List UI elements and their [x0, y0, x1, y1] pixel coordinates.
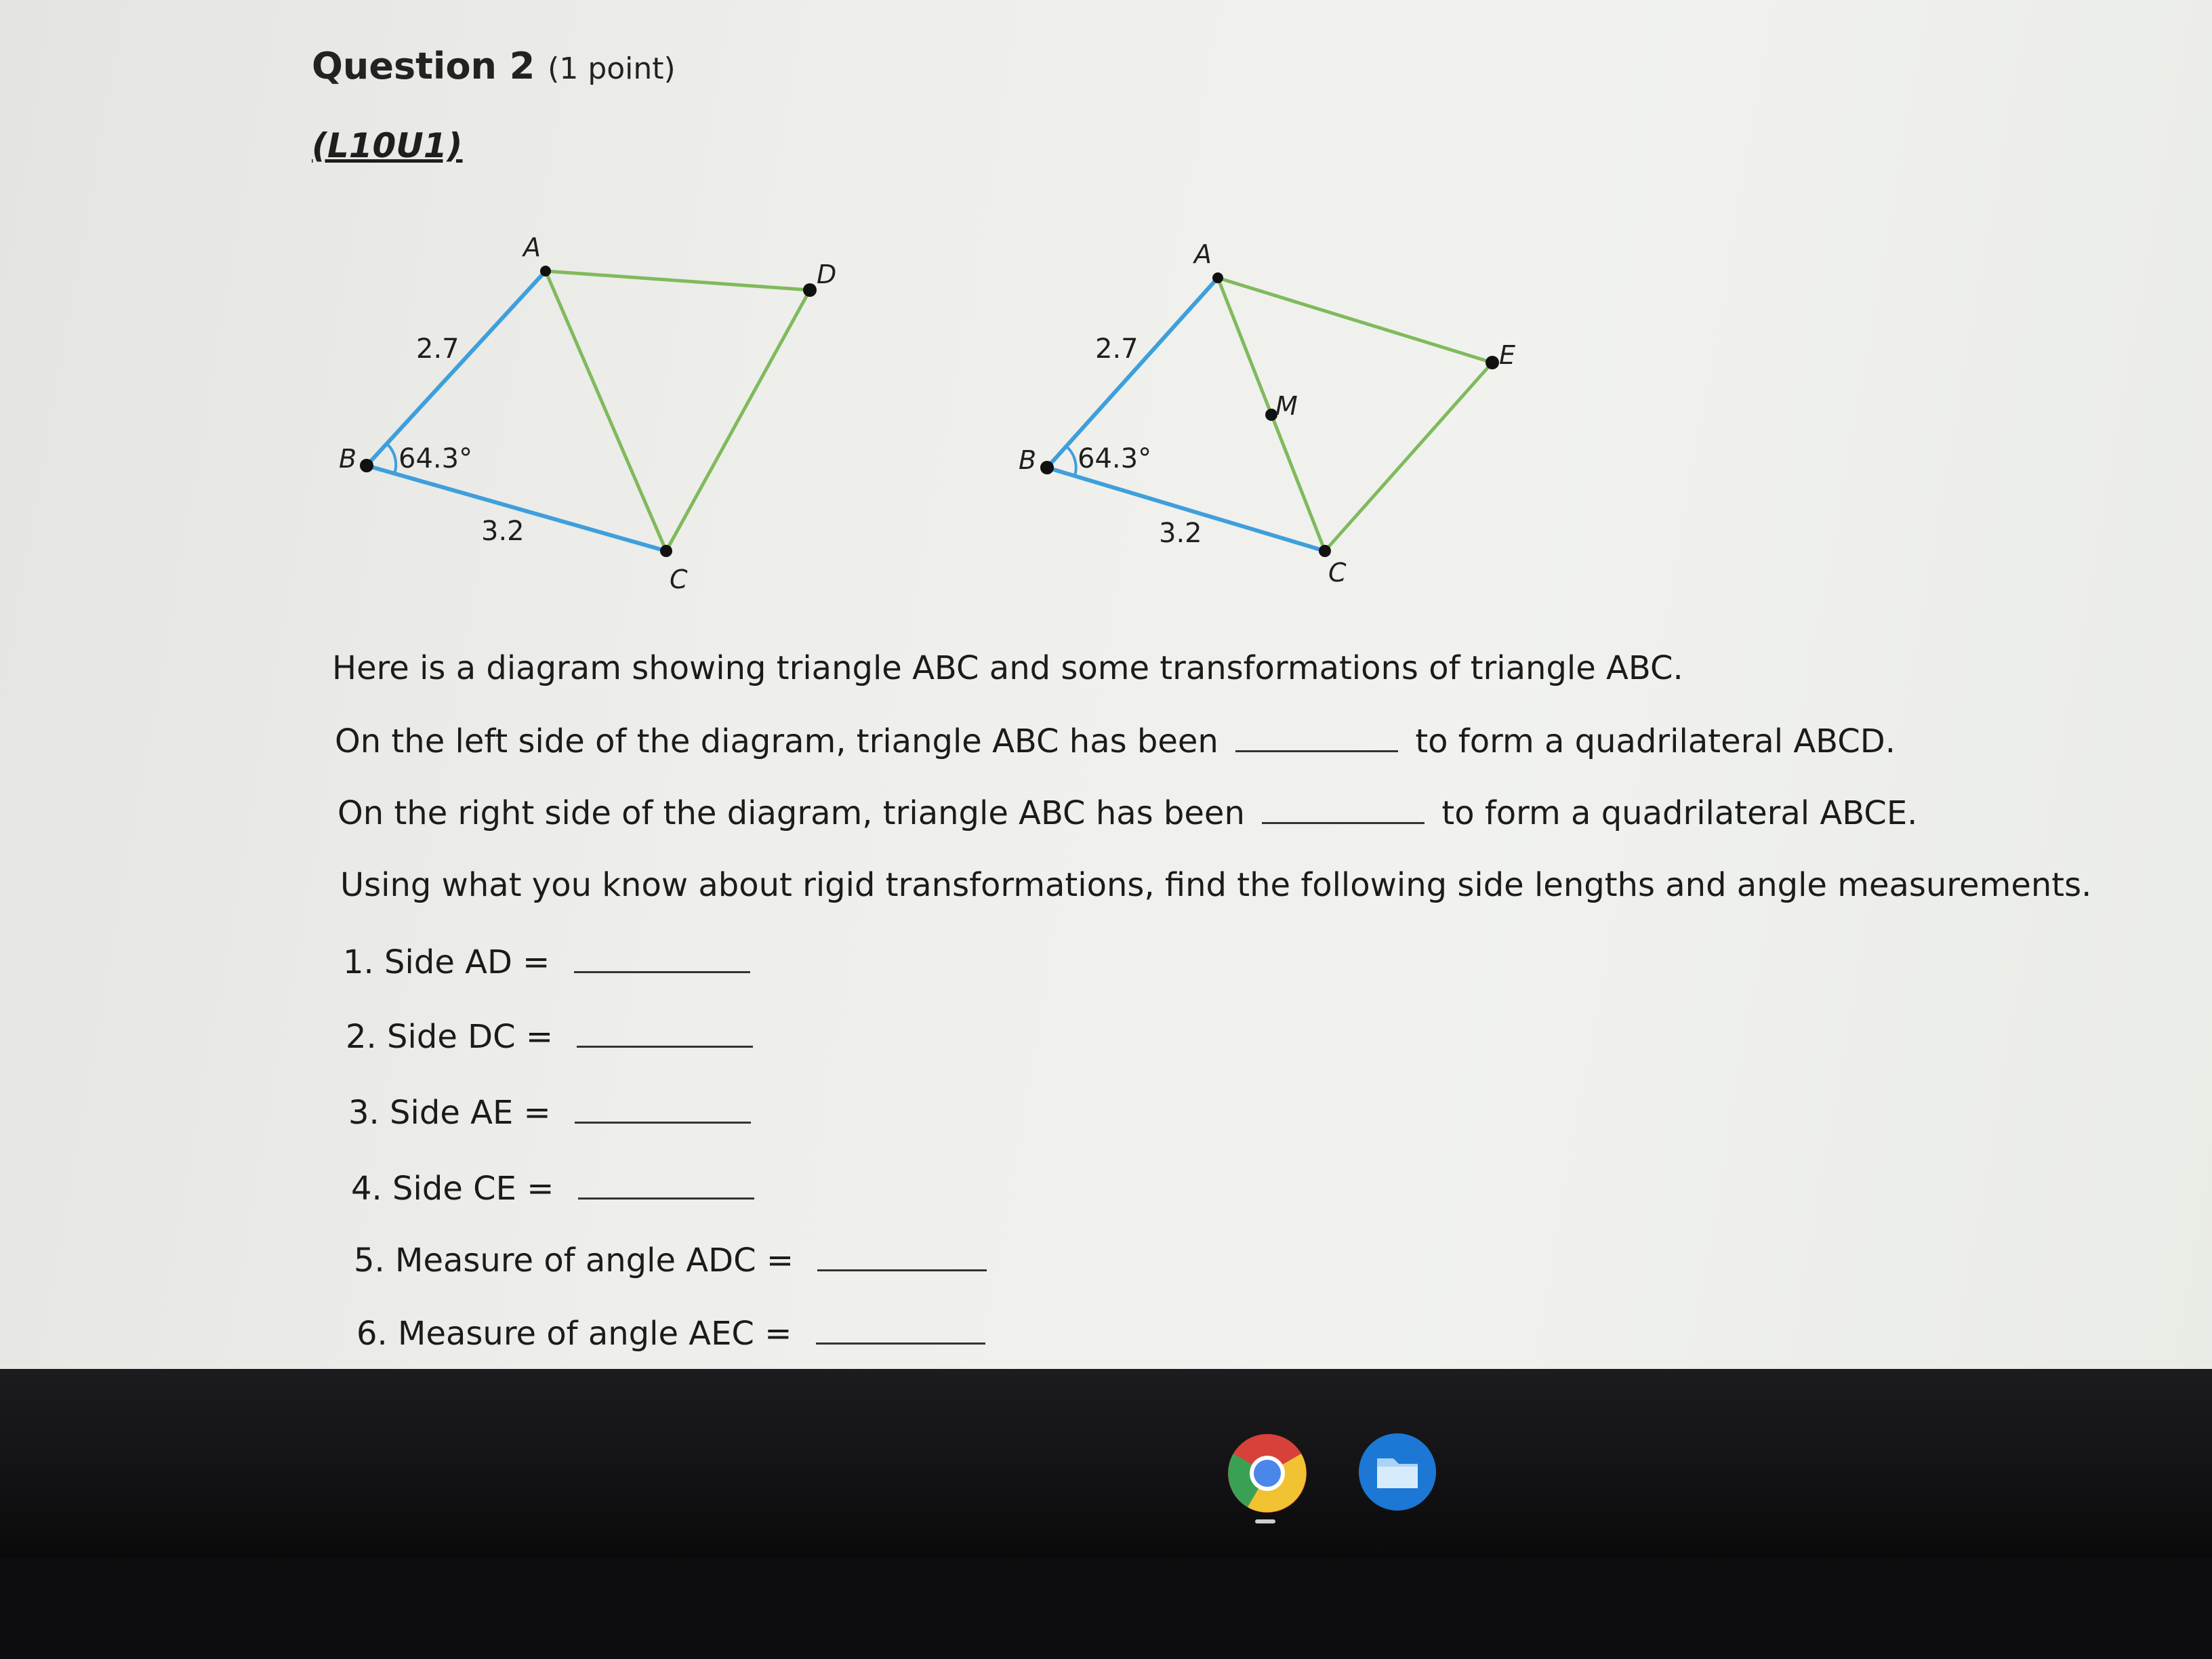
right-point-b	[1040, 461, 1054, 474]
item-angle-adc	[354, 1240, 987, 1279]
right-edge-ab	[1047, 278, 1218, 468]
left-edge-ab	[367, 271, 546, 466]
left-angle-arc-icon	[387, 444, 396, 474]
item-side-ad-label: 1. Side AD =	[343, 943, 550, 982]
right-point-e	[1486, 356, 1499, 369]
chrome-icon[interactable]	[1225, 1431, 1309, 1515]
answer-blank-side-dc[interactable]	[577, 1017, 753, 1048]
item-angle-aec	[356, 1313, 985, 1353]
left-point-a	[540, 266, 551, 276]
item-side-ae-label: 3. Side AE =	[348, 1094, 551, 1132]
item-side-ce	[351, 1168, 754, 1208]
left-side-ab-length: 2.7	[416, 333, 459, 365]
left-side-bc-length: 3.2	[481, 516, 525, 547]
answer-blank-angle-aec[interactable]	[816, 1313, 985, 1345]
instructions-text: Using what you know about rigid transformations, find the following side lengths and angle measurements.	[340, 866, 2092, 904]
answer-blank-angle-adc[interactable]	[817, 1240, 987, 1271]
left-edge-ac	[546, 271, 666, 551]
right-side-ab-length: 2.7	[1095, 333, 1139, 365]
item-side-dc-label: 2. Side DC =	[346, 1018, 554, 1057]
left-side-text-post: to form a quadrilateral ABCD.	[1415, 722, 1896, 761]
item-angle-aec-label: 6. Measure of angle AEC =	[356, 1315, 792, 1353]
right-label-a: A	[1194, 239, 1212, 269]
left-side-text-pre: On the left side of the diagram, triangle ABC has been	[335, 722, 1218, 761]
question-number: Question 2	[312, 45, 535, 87]
right-angle-b-measure: 64.3°	[1078, 443, 1152, 474]
left-point-b	[360, 459, 373, 472]
right-point-a	[1212, 272, 1223, 283]
left-label-b: B	[339, 444, 357, 474]
transformations-diagram	[0, 0, 2212, 610]
right-side-bc-length: 3.2	[1159, 518, 1202, 549]
files-icon[interactable]	[1357, 1431, 1438, 1513]
right-edge-ae	[1218, 278, 1492, 363]
left-point-c	[660, 545, 672, 557]
right-figure	[1019, 239, 1515, 588]
right-label-m: M	[1275, 391, 1298, 421]
right-side-sentence	[337, 793, 1917, 832]
intro-text: Here is a diagram showing triangle ABC and some transformations of triangle ABC.	[332, 649, 1683, 687]
right-label-e: E	[1499, 340, 1516, 370]
answer-blank-side-ae[interactable]	[575, 1092, 751, 1124]
item-side-ae	[348, 1092, 751, 1132]
left-transformation-blank[interactable]	[1235, 721, 1398, 752]
left-point-d	[803, 283, 817, 297]
unit-code-link[interactable]: (L10U1)	[312, 126, 463, 165]
left-label-a: A	[523, 232, 541, 262]
right-angle-arc-icon	[1067, 447, 1076, 476]
left-side-sentence	[335, 721, 1896, 760]
item-angle-adc-label: 5. Measure of angle ADC =	[354, 1242, 794, 1280]
right-edge-ec	[1325, 363, 1492, 551]
right-side-text-pre: On the right side of the diagram, triangle ABC has been	[337, 794, 1245, 833]
right-point-c	[1319, 545, 1331, 557]
item-side-dc	[346, 1017, 753, 1056]
item-side-ce-label: 4. Side CE =	[351, 1170, 554, 1208]
item-side-ad	[343, 942, 750, 981]
right-transformation-blank[interactable]	[1262, 793, 1425, 824]
chrome-active-indicator	[1255, 1519, 1275, 1523]
right-label-b: B	[1019, 445, 1037, 475]
left-label-d: D	[817, 260, 837, 289]
left-edge-ad	[546, 271, 810, 290]
answer-blank-side-ce[interactable]	[578, 1168, 754, 1200]
os-shelf	[0, 1369, 2212, 1559]
left-angle-b-measure: 64.3°	[398, 443, 473, 474]
left-label-c: C	[670, 565, 688, 594]
right-side-text-post: to form a quadrilateral ABCE.	[1441, 794, 1918, 833]
answer-blank-side-ad[interactable]	[574, 942, 750, 973]
left-edge-dc	[666, 290, 810, 551]
question-points: (1 point)	[548, 52, 676, 86]
right-label-c: C	[1328, 558, 1347, 588]
left-figure	[339, 232, 836, 594]
